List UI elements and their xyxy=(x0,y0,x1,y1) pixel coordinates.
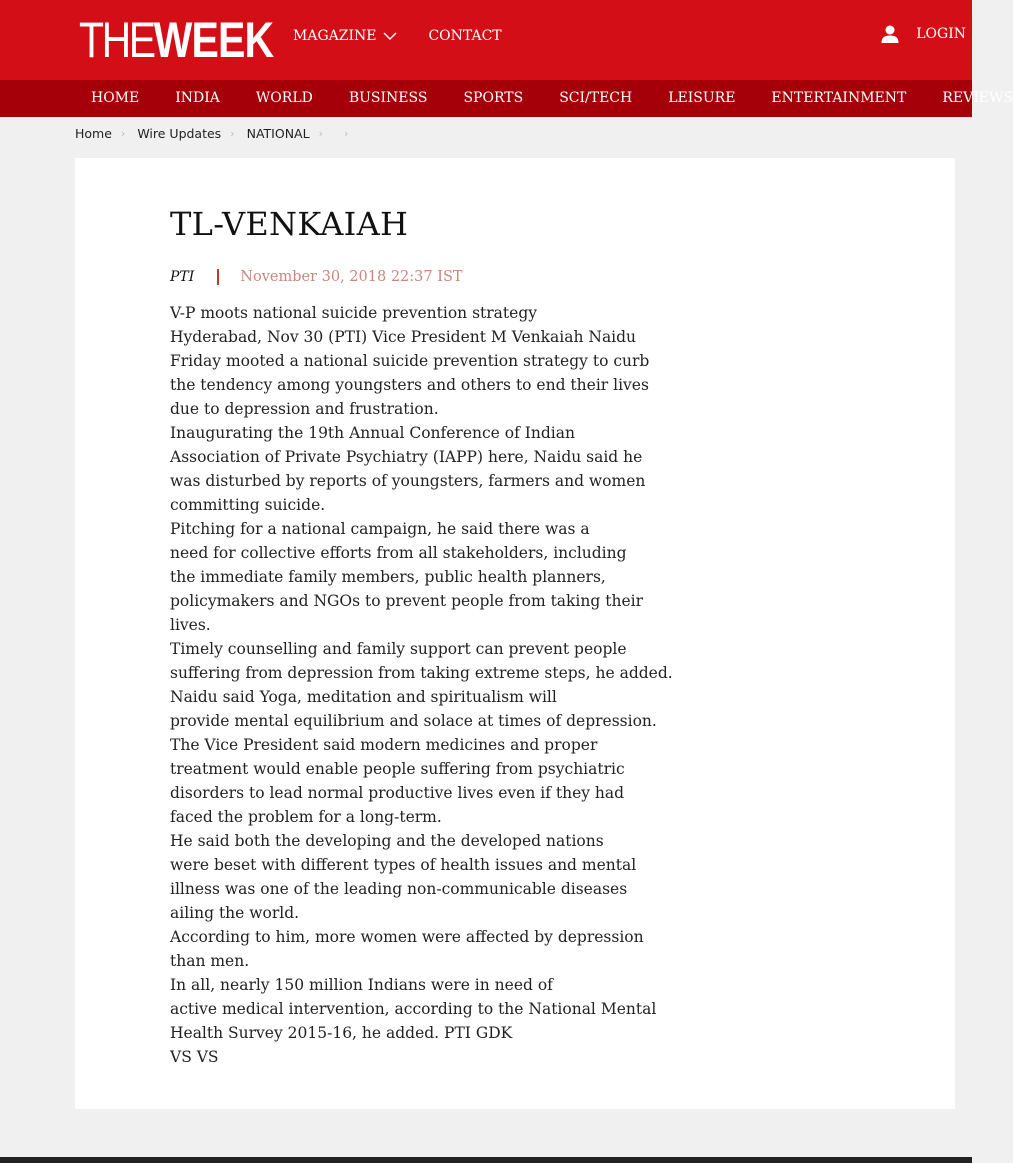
chevron-down-icon xyxy=(382,28,398,44)
logo-the: THE xyxy=(79,12,154,68)
article-body-line: ailing the world. xyxy=(170,904,300,922)
magazine-label: MAGAZINE xyxy=(293,28,377,44)
chevron-right-icon: › xyxy=(343,127,349,140)
article-body-line: VS VS xyxy=(170,1048,219,1066)
chevron-right-icon: › xyxy=(318,127,323,140)
top-header xyxy=(0,0,972,80)
article-body-line: Naidu said Yoga, meditation and spiritualism will xyxy=(170,688,557,706)
chevron-right-icon: › xyxy=(120,127,126,140)
article-body-line: suffering from depression from taking extreme steps, he added. xyxy=(170,664,673,682)
login-button[interactable] xyxy=(880,24,966,44)
breadcrumb xyxy=(75,126,360,141)
article-byline xyxy=(170,269,463,285)
logo-week: WEEK xyxy=(153,12,274,68)
article-body-line: treatment would enable people suffering from psychiatric xyxy=(170,760,625,778)
user-icon xyxy=(880,24,900,44)
login-label: LOGIN xyxy=(916,26,966,42)
article-body-line: was disturbed by reports of youngsters, farmers and women xyxy=(170,472,646,490)
section-nav-reviews[interactable]: REVIEWS xyxy=(942,90,1013,106)
contact-link[interactable] xyxy=(428,28,501,44)
section-nav-sports[interactable]: SPORTS xyxy=(463,90,524,106)
article-body-line: provide mental equilibrium and solace at times of depression. xyxy=(170,712,657,730)
breadcrumb-item-national[interactable]: NATIONAL xyxy=(246,126,310,141)
article-body-line: Hyderabad, Nov 30 (PTI) Vice President M Venkaiah Naidu xyxy=(170,328,637,346)
article-body-line: faced the problem for a long-term. xyxy=(170,808,442,826)
article-body-line: Health Survey 2015-16, he added. PTI GDK xyxy=(170,1024,513,1042)
article-body-line: According to him, more women were affected by depression xyxy=(170,928,644,946)
breadcrumb-item-home[interactable]: Home xyxy=(75,126,112,141)
article-body xyxy=(170,301,730,1069)
footer-strip xyxy=(0,1157,972,1163)
top-nav xyxy=(293,28,502,44)
article-body-line: the tendency among youngsters and others to end their lives xyxy=(170,376,649,394)
article-body-line: Friday mooted a national suicide prevention strategy to curb xyxy=(170,352,650,370)
article-body-line: V-P moots national suicide prevention strategy xyxy=(170,304,537,322)
byline-divider xyxy=(217,269,219,285)
section-nav-business[interactable]: BUSINESS xyxy=(348,90,428,106)
article-body-line: In all, nearly 150 million Indians were in need of xyxy=(170,976,553,994)
article-body-line: Inaugurating the 19th Annual Conference of Indian xyxy=(170,424,575,442)
section-list xyxy=(91,90,1013,106)
article-headline: TL-VENKAIAH xyxy=(170,205,409,243)
chevron-right-icon: › xyxy=(230,127,235,140)
site-logo[interactable] xyxy=(79,14,273,66)
article-date: November 30, 2018 22:37 IST xyxy=(240,269,463,285)
article-body-line: the immediate family members, public health planners, xyxy=(170,568,606,586)
article-body-line: He said both the developing and the developed nations xyxy=(170,832,604,850)
contact-label: CONTACT xyxy=(428,28,502,44)
article-body-line: Timely counselling and family support can prevent people xyxy=(170,640,627,658)
article-body-line: policymakers and NGOs to prevent people from taking their xyxy=(170,592,643,610)
article-body-line: lives. xyxy=(170,616,211,634)
magazine-menu[interactable] xyxy=(293,28,398,44)
article-body-line: disorders to lead normal productive lives even if they had xyxy=(170,784,625,802)
section-nav-sci-tech[interactable]: SCI/TECH xyxy=(559,90,633,106)
article-body-line: were beset with different types of health issues and mental xyxy=(170,856,637,874)
article-author[interactable]: PTI xyxy=(170,269,195,285)
section-nav-leisure[interactable]: LEISURE xyxy=(668,90,736,106)
breadcrumb-item-wire-updates[interactable]: Wire Updates xyxy=(137,126,222,141)
section-nav xyxy=(0,80,1013,117)
section-nav-india[interactable]: INDIA xyxy=(175,90,220,106)
article-body-line: Pitching for a national campaign, he said there was a xyxy=(170,520,590,538)
article-body-line: Association of Private Psychiatry (IAPP) here, Naidu said he xyxy=(170,448,643,466)
section-nav-entertainment[interactable]: ENTERTAINMENT xyxy=(771,90,907,106)
section-nav-world[interactable]: WORLD xyxy=(255,90,313,106)
article-body-line: due to depression and frustration. xyxy=(170,400,439,418)
article-body-line: need for collective efforts from all stakeholders, including xyxy=(170,544,627,562)
article-body-line: The Vice President said modern medicines and proper xyxy=(170,736,598,754)
article-body-line: illness was one of the leading non-communicable diseases xyxy=(170,880,628,898)
article-body-line: committing suicide. xyxy=(170,496,326,514)
article-body-line: than men. xyxy=(170,952,250,970)
article-body-line: active medical intervention, according to the National Mental xyxy=(170,1000,657,1018)
section-nav-home[interactable]: HOME xyxy=(91,90,140,106)
